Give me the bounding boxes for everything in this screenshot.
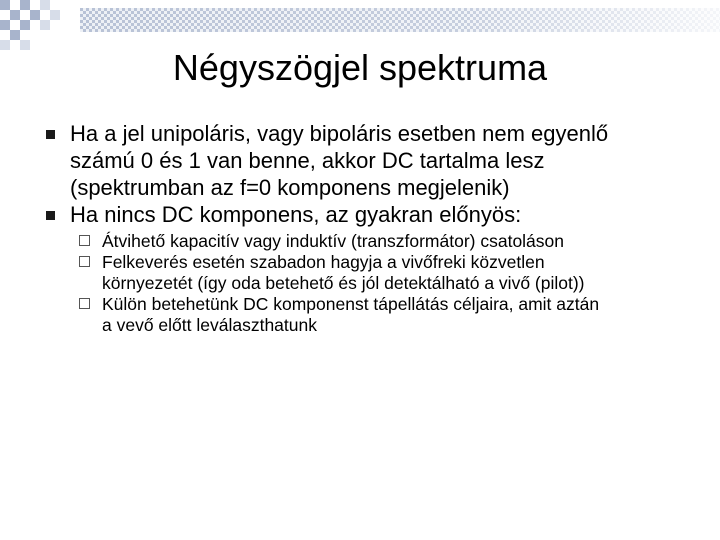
sub-bullet-text-line: Átvihető kapacitív vagy induktív (transzformátor) csatoláson bbox=[102, 231, 565, 251]
sub-bullet-text-line: Felkeverés esetén szabadon hagyja a vivőfreki közvetlen bbox=[102, 252, 545, 272]
bullet-no-dc bbox=[46, 201, 686, 228]
slide-title: Négyszögjel spektruma bbox=[172, 47, 548, 88]
sub-bullet-text-line: Külön betehetünk DC komponenst tápellátás céljaira, amit aztán bbox=[102, 294, 600, 314]
hollow-square-bullet-icon bbox=[79, 298, 90, 309]
sub-bullet-power-supply bbox=[46, 294, 686, 336]
bullet-text-line: Ha a jel unipoláris, vagy bipoláris esetben nem egyenlő bbox=[70, 121, 609, 146]
bullet-text-line: (spektrumban az f=0 komponens megjelenik) bbox=[70, 175, 510, 200]
sub-bullet-text-line: a vevő előtt leválaszthatunk bbox=[102, 315, 317, 335]
sub-bullet-upconversion bbox=[46, 252, 686, 294]
sub-bullet-coupling bbox=[46, 231, 686, 252]
bullet-dc-content bbox=[46, 120, 686, 201]
square-bullet-icon bbox=[46, 211, 55, 220]
hollow-square-bullet-icon bbox=[79, 256, 90, 267]
checker-decoration bbox=[0, 0, 80, 50]
sub-bullet-text-line: környezetét (így oda betehető és jól detektálható a vivő (pilot)) bbox=[102, 273, 585, 293]
square-bullet-icon bbox=[46, 130, 55, 139]
slide-content bbox=[46, 120, 686, 336]
hollow-square-bullet-icon bbox=[79, 235, 90, 246]
bullet-text-line: számú 0 és 1 van benne, akkor DC tartalma lesz bbox=[70, 148, 545, 173]
bullet-text-line: Ha nincs DC komponens, az gyakran előnyös: bbox=[70, 202, 522, 227]
header-stripe-decoration bbox=[80, 8, 720, 32]
